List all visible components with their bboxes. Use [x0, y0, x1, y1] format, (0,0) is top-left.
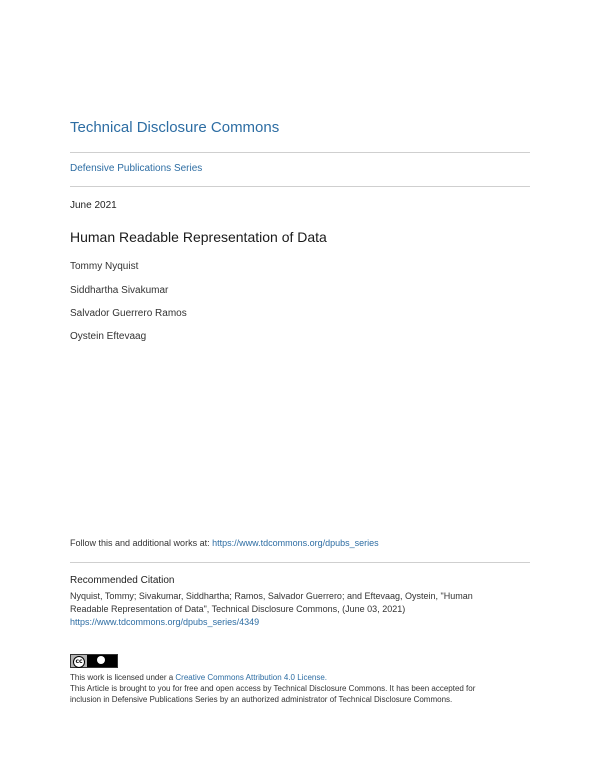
follow-text: Follow this and additional works at:	[70, 538, 213, 548]
attribution-icon	[97, 656, 105, 664]
citation-heading: Recommended Citation	[70, 575, 175, 586]
author-name: Siddhartha Sivakumar	[70, 285, 169, 296]
citation-line: Readable Representation of Data", Technical Disclosure Commons, (June 03, 2021)	[70, 604, 406, 614]
citation-line: Nyquist, Tommy; Sivakumar, Siddhartha; Ramos, Salvador Guerrero; and Eftevaag, Oystein, "Human	[70, 591, 473, 601]
series-url-link[interactable]: https://www.tdcommons.org/dpubs_series	[212, 538, 379, 548]
author-name: Tommy Nyquist	[70, 261, 139, 272]
document-title: Human Readable Representation of Data	[70, 229, 327, 245]
cc-icon: cc	[73, 656, 85, 668]
follow-line	[70, 538, 379, 548]
license-line: inclusion in Defensive Publications Series by an authorized administrator of Technical Disclosure Commons.	[70, 695, 453, 704]
series-link[interactable]: Defensive Publications Series	[70, 163, 203, 174]
creative-commons-badge[interactable]	[70, 654, 118, 668]
citation-url-link[interactable]: https://www.tdcommons.org/dpubs_series/4349	[70, 617, 260, 627]
site-title[interactable]: Technical Disclosure Commons	[70, 119, 280, 136]
divider	[70, 186, 530, 187]
license-text	[70, 672, 540, 705]
license-prefix: This work is licensed under a	[70, 673, 176, 682]
license-link[interactable]: Creative Commons Attribution 4.0 License.	[175, 673, 328, 682]
citation-text	[70, 590, 530, 629]
publication-date: June 2021	[70, 200, 117, 211]
divider	[70, 152, 530, 153]
license-line	[70, 672, 540, 683]
divider	[70, 562, 530, 563]
author-name: Salvador Guerrero Ramos	[70, 308, 187, 319]
license-line: This Article is brought to you for free and open access by Technical Disclosure Commons. It has been accepted for	[70, 684, 476, 693]
author-name: Oystein Eftevaag	[70, 331, 147, 342]
